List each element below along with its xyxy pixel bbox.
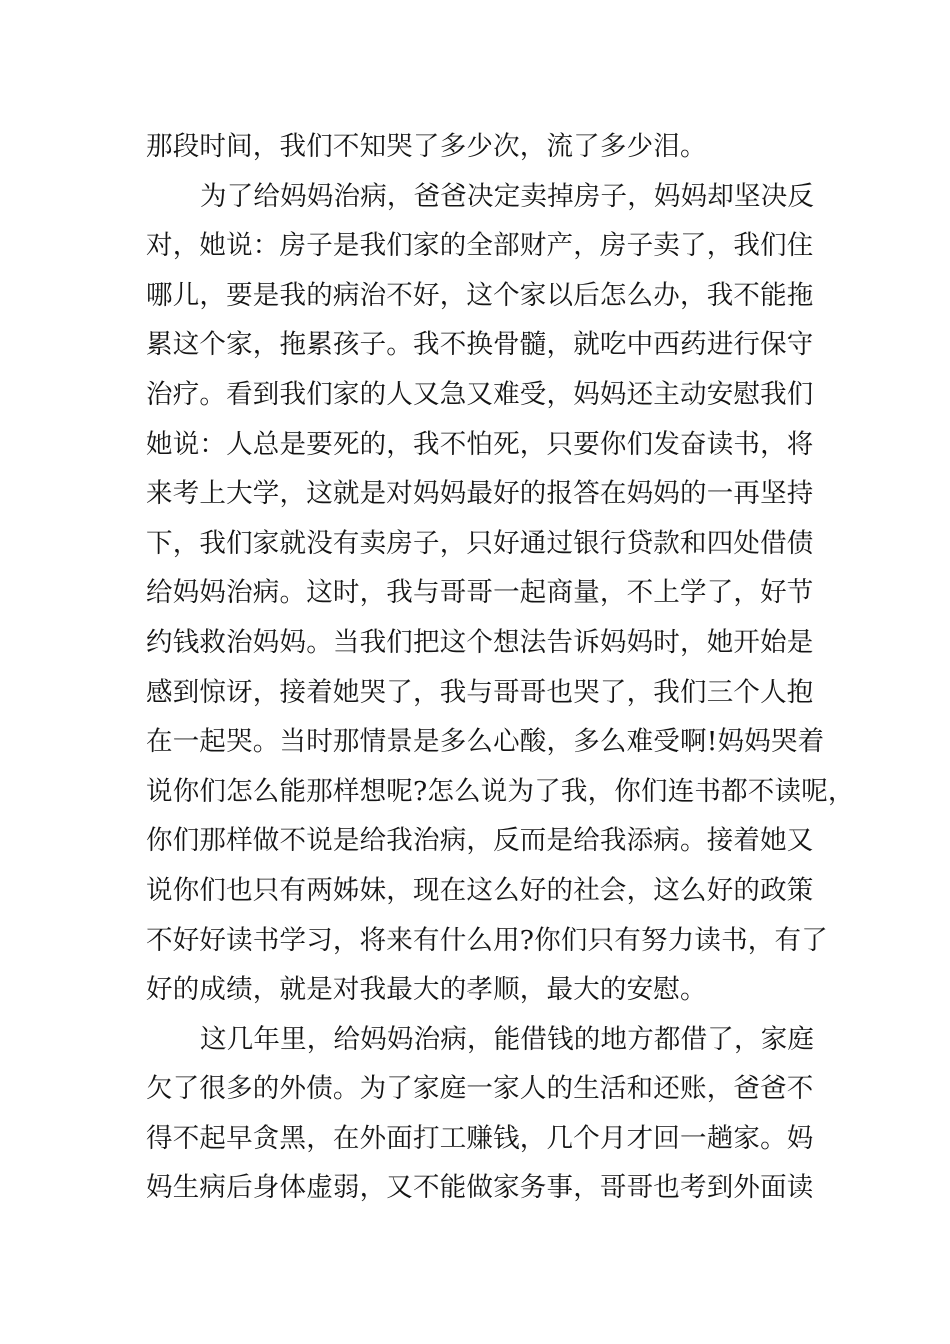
text-line: 给妈妈治病。这时，我与哥哥一起商量，不上学了，好节 <box>146 577 814 609</box>
text-line: 累这个家，拖累孩子。我不换骨髓，就吃中西药进行保守 <box>146 329 814 361</box>
text-line: 对，她说：房子是我们家的全部财产，房子卖了，我们住 <box>146 230 814 262</box>
paragraph-start-line: 为了给妈妈治病，爸爸决定卖掉房子，妈妈却坚决反 <box>200 180 815 212</box>
text-line: 你们那样做不说是给我治病，反而是给我添病。接着她又 <box>146 825 814 857</box>
text-line: 得不起早贪黑，在外面打工赚钱，几个月才回一趟家。妈 <box>146 1122 814 1154</box>
text-line: 感到惊讶，接着她哭了，我与哥哥也哭了，我们三个人抱 <box>146 676 814 708</box>
text-line: 来考上大学，这就是对妈妈最好的报答在妈妈的一再坚持 <box>146 478 814 510</box>
text-line: 妈生病后身体虚弱，又不能做家务事，哥哥也考到外面读 <box>146 1172 814 1204</box>
text-line: 说你们怎么能那样想呢?怎么说为了我，你们连书都不读呢， <box>146 775 855 807</box>
text-line: 那段时间，我们不知哭了多少次，流了多少泪。 <box>146 131 707 162</box>
text-line: 治疗。看到我们家的人又急又难受，妈妈还主动安慰我们 <box>146 378 814 410</box>
text-line: 好的成绩，就是对我最大的孝顺，最大的安慰。 <box>146 974 707 1006</box>
text-line: 不好好读书学习，将来有什么用?你们只有努力读书，有了 <box>146 924 828 956</box>
text-line: 说你们也只有两姊妹，现在这么好的社会，这么好的政策 <box>146 874 814 906</box>
body-text <box>146 122 855 1213</box>
text-line: 约钱救治妈妈。当我们把这个想法告诉妈妈时，她开始是 <box>146 626 814 658</box>
text-line: 哪儿，要是我的病治不好，这个家以后怎么办，我不能拖 <box>146 279 814 311</box>
text-line: 她说：人总是要死的，我不怕死，只要你们发奋读书，将 <box>146 428 814 460</box>
text-line: 欠了很多的外债。为了家庭一家人的生活和还账，爸爸不 <box>146 1073 814 1105</box>
text-line: 在一起哭。当时那情景是多么心酸，多么难受啊!妈妈哭着 <box>146 726 825 758</box>
paragraph-start-line: 这几年里，给妈妈治病，能借钱的地方都借了，家庭 <box>200 1023 815 1055</box>
text-line: 下，我们家就没有卖房子，只好通过银行贷款和四处借债 <box>146 527 814 559</box>
